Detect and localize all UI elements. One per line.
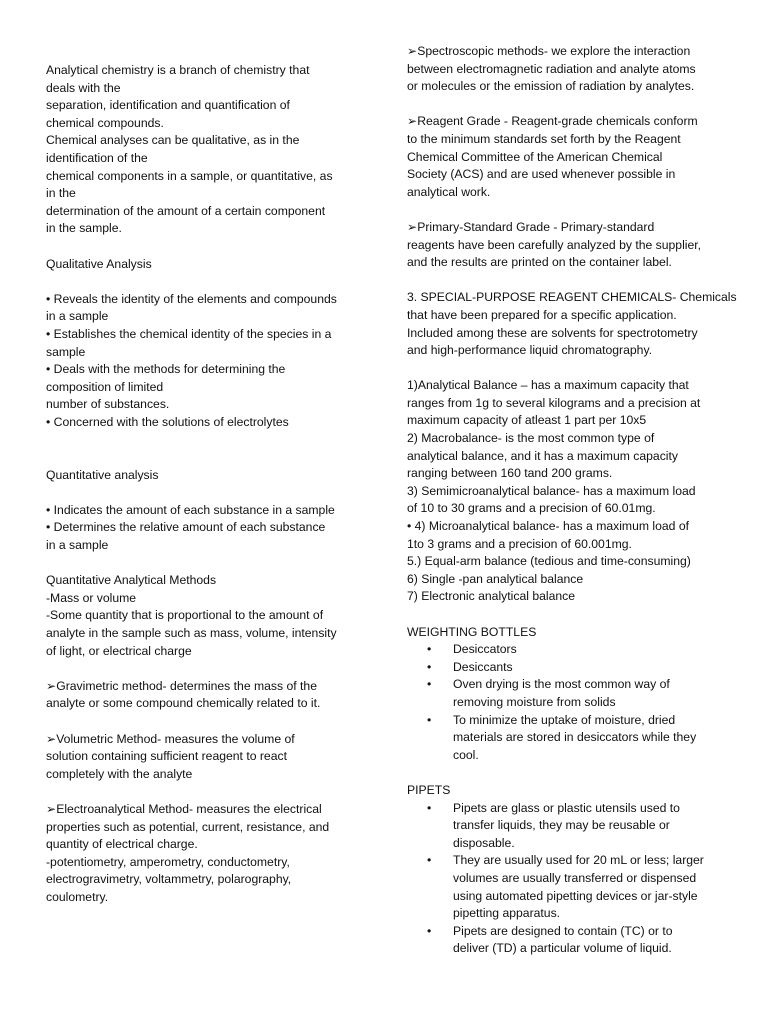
list-item — [407, 676, 727, 711]
text-line: 1to 3 grams and a precision of 60.001mg. — [407, 536, 632, 551]
text-line: Chemical analyses can be qualitative, as in the — [46, 133, 300, 148]
text-line: WEIGHTING BOTTLES — [407, 624, 537, 639]
list-item-text: They are usually used for 20 mL or less; larger — [453, 853, 704, 868]
list-item-text: using automated pipetting devices or jar-style — [453, 888, 698, 903]
text-line: analytical work. — [407, 184, 491, 199]
spacer — [46, 238, 368, 256]
text-line: • Deals with the methods for determining the — [46, 362, 286, 377]
text-line: chemical components in a sample, or quantitative, as — [46, 168, 333, 183]
list-item-text: disposable. — [453, 835, 515, 850]
text-line: 7) Electronic analytical balance — [407, 589, 576, 604]
text-line: in a sample — [46, 538, 109, 553]
text-line: Quantitative Analytical Methods — [46, 573, 217, 588]
list-item-text: Pipets are designed to contain (TC) or to — [453, 923, 673, 938]
right-column-text — [407, 43, 737, 641]
text-line: to the minimum standards set forth by the Reagent — [407, 131, 681, 146]
text-line: or molecules or the emission of radiation by analytes. — [407, 79, 695, 94]
spacer — [407, 272, 727, 290]
spacer — [407, 201, 727, 219]
list-item — [407, 641, 727, 659]
text-line: Chemical Committee of the American Chemical — [407, 149, 663, 164]
text-line: ➢Volumetric Method- measures the volume of — [46, 731, 295, 746]
text-line: 1)Analytical Balance – has a maximum capacity that — [407, 378, 689, 393]
list-item — [407, 923, 727, 958]
text-line: separation, identification and quantification of — [46, 98, 290, 113]
text-line: coulometry. — [46, 889, 109, 904]
text-line: in the sample. — [46, 221, 122, 236]
text-line: solution containing sufficient reagent to react — [46, 749, 287, 764]
text-line: completely with the analyte — [46, 766, 193, 781]
list-item-text: pipetting apparatus. — [453, 906, 561, 921]
spacer — [407, 96, 727, 114]
text-line: ➢Primary-Standard Grade - Primary-standard — [407, 219, 655, 234]
list-item-text: deliver (TD) a particular volume of liquid. — [453, 941, 672, 956]
text-line: determination of the amount of a certain component — [46, 203, 326, 218]
spacer — [46, 555, 368, 573]
text-line: 2) Macrobalance- is the most common type of — [407, 431, 655, 446]
text-line: of 10 to 30 grams and a precision of 60.01mg. — [407, 501, 656, 516]
list-item-text: transfer liquids, they may be reusable or — [453, 818, 670, 833]
text-line: • Reveals the identity of the elements and compounds — [46, 291, 337, 306]
text-line: composition of limited — [46, 379, 164, 394]
bullet-icon: • — [427, 923, 432, 938]
text-line: Quantitative analysis — [46, 467, 159, 482]
text-line: Included among these are solvents for spectrotometry — [407, 325, 698, 340]
spacer — [46, 431, 368, 449]
bullet-icon: • — [427, 853, 432, 868]
pipets-heading: PIPETS — [407, 782, 451, 797]
text-line: • Concerned with the solutions of electrolytes — [46, 414, 289, 429]
list-item-text: Desiccants — [453, 659, 513, 674]
text-line: 3) Semimicroanalytical balance- has a maximum load — [407, 483, 696, 498]
text-line: 3. SPECIAL-PURPOSE REAGENT CHEMICALS- Chemicals — [407, 290, 737, 305]
text-line: and high-performance liquid chromatography. — [407, 343, 653, 358]
text-line: that have been prepared for a specific application. — [407, 307, 677, 322]
text-line: of light, or electrical charge — [46, 643, 192, 658]
bullet-icon: • — [427, 677, 432, 692]
list-item-text: To minimize the uptake of moisture, dried — [453, 712, 676, 727]
text-line: ➢Reagent Grade - Reagent-grade chemicals conform — [407, 114, 698, 129]
text-line: chemical compounds. — [46, 115, 164, 130]
list-item-text: Desiccators — [453, 642, 517, 657]
text-line: quantity of electrical charge. — [46, 837, 198, 852]
list-item-text: materials are stored in desiccators while they — [453, 730, 697, 745]
list-item — [407, 712, 727, 765]
text-line: analytical balance, and it has a maximum capacity — [407, 448, 678, 463]
spacer — [46, 449, 368, 467]
text-line: Qualitative Analysis — [46, 256, 152, 271]
text-line: -Some quantity that is proportional to the amount of — [46, 608, 324, 623]
list-item-text: volumes are usually transferred or dispensed — [453, 870, 697, 885]
text-line: ➢Spectroscopic methods- we explore the interaction — [407, 44, 691, 58]
spacer — [46, 273, 368, 291]
bullet-icon: • — [427, 642, 432, 657]
text-line: electrogravimetry, voltammetry, polarography, — [46, 872, 292, 887]
text-line: • 4) Microanalytical balance- has a maximum load of — [407, 519, 689, 534]
text-line: 5.) Equal-arm balance (tedious and time-consuming) — [407, 554, 691, 569]
left-column — [46, 62, 368, 907]
text-line: maximum capacity of atleast 1 part per 10x5 — [407, 413, 647, 428]
text-line: Society (ACS) and are used whenever possible in — [407, 167, 676, 182]
bullet-icon: • — [427, 659, 432, 674]
text-line: ranges from 1g to several kilograms and a precision at — [407, 395, 701, 410]
list-item — [407, 852, 727, 922]
list-item — [407, 800, 727, 853]
text-line: reagents have been carefully analyzed by the supplier, — [407, 237, 702, 252]
spacer — [46, 660, 368, 678]
spacer — [407, 764, 727, 782]
bullet-icon: • — [427, 800, 432, 815]
text-line: Analytical chemistry is a branch of chemistry that — [46, 63, 310, 77]
right-column — [407, 43, 737, 958]
spacer — [46, 783, 368, 801]
spacer — [407, 606, 727, 624]
text-line: number of substances. — [46, 397, 170, 412]
text-line: in the — [46, 186, 76, 201]
bullet-icon: • — [427, 712, 432, 727]
list-item-text: Oven drying is the most common way of — [453, 677, 670, 692]
text-line: sample — [46, 344, 86, 359]
list-item-text: removing moisture from solids — [453, 694, 616, 709]
text-line: ranging between 160 tand 200 grams. — [407, 466, 613, 481]
text-line: analyte or some compound chemically related to it. — [46, 696, 321, 711]
spacer — [46, 484, 368, 502]
text-line: deals with the — [46, 80, 121, 95]
text-line: 6) Single -pan analytical balance — [407, 571, 584, 586]
text-line: and the results are printed on the container label. — [407, 255, 672, 270]
spacer — [46, 713, 368, 731]
list-item — [407, 659, 727, 677]
text-line: ➢Electroanalytical Method- measures the electrical — [46, 801, 322, 816]
text-line: -Mass or volume — [46, 590, 137, 605]
text-line: • Determines the relative amount of each substance — [46, 520, 326, 535]
spacer — [407, 360, 727, 378]
text-line: • Establishes the chemical identity of the species in a — [46, 326, 332, 341]
text-line: ➢Gravimetric method- determines the mass of the — [46, 678, 317, 693]
text-line: in a sample — [46, 309, 109, 324]
text-line: analyte in the sample such as mass, volume, intensity — [46, 626, 337, 640]
text-line: between electromagnetic radiation and analyte atoms — [407, 61, 696, 76]
list-item-text: Pipets are glass or plastic utensils used to — [453, 800, 680, 815]
weighting-bottles-list — [407, 641, 727, 764]
pipets-list — [407, 800, 727, 958]
list-item-text: cool. — [453, 747, 479, 762]
text-line: -potentiometry, amperometry, conductometry, — [46, 854, 290, 869]
text-line: • Indicates the amount of each substance in a sample — [46, 502, 335, 517]
text-line: identification of the — [46, 150, 148, 165]
text-line: properties such as potential, current, resistance, and — [46, 819, 330, 834]
